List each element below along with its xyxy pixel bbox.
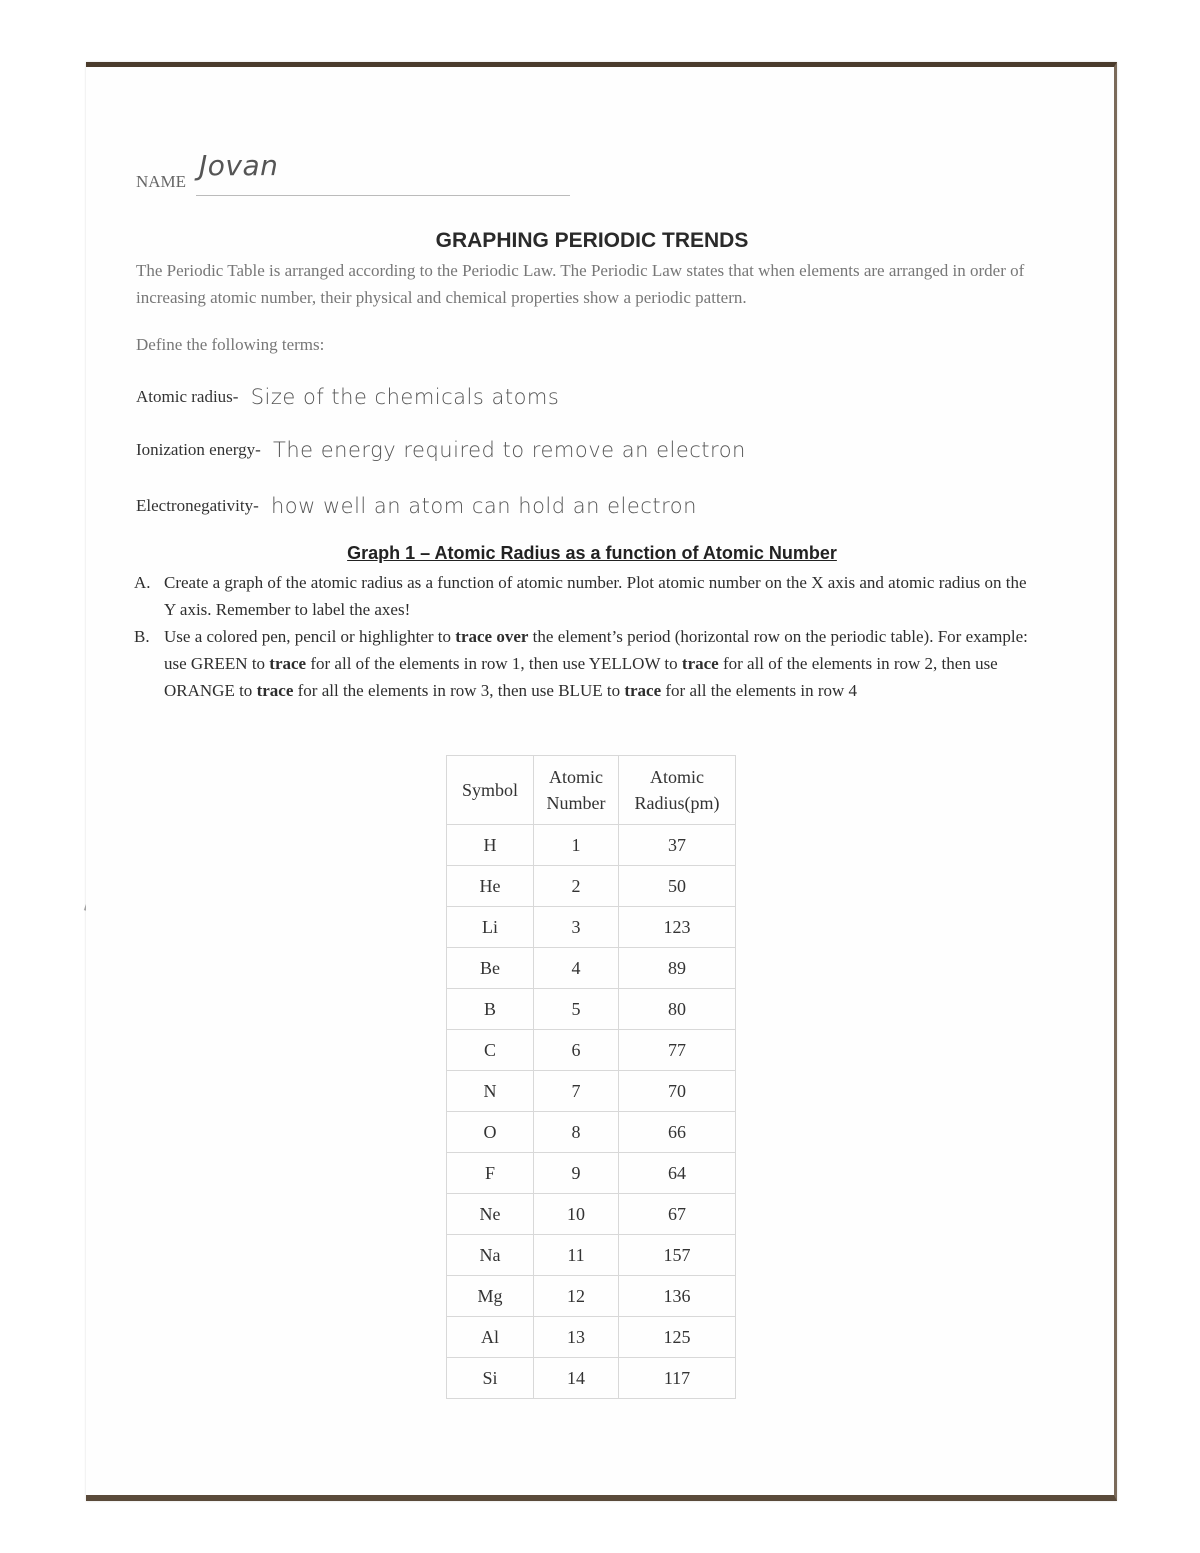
cell-atomic-number: 5 [534,989,619,1030]
page-title: GRAPHING PERIODIC TRENDS [435,229,749,252]
table-row [447,1153,736,1194]
term-ionization-energy [136,438,746,462]
cell-atomic-radius: 70 [619,1071,736,1112]
table-row [447,907,736,948]
table-row [447,825,736,866]
term-label: Ionization energy- [136,440,261,459]
table-row [447,1071,736,1112]
table-row [447,866,736,907]
instruction-marker: A. [134,573,151,592]
cell-atomic-number: 4 [534,948,619,989]
cell-symbol: H [447,825,534,866]
name-value: Jovan [199,149,279,182]
table-row [447,1317,736,1358]
cell-atomic-radius: 64 [619,1153,736,1194]
cell-atomic-number: 3 [534,907,619,948]
table-row [447,948,736,989]
cell-symbol: Al [447,1317,534,1358]
cell-atomic-number: 8 [534,1112,619,1153]
table-header-row [447,756,736,825]
table-row [447,1276,736,1317]
table-row [447,1030,736,1071]
graph-title: Graph 1 – Atomic Radius as a function of Atomic Number [347,543,837,563]
cell-atomic-radius: 67 [619,1194,736,1235]
table-row [447,989,736,1030]
cell-symbol: Be [447,948,534,989]
cell-atomic-radius: 117 [619,1358,736,1399]
worksheet-page [86,62,1117,1501]
cell-atomic-number: 2 [534,866,619,907]
term-label: Atomic radius- [136,387,239,406]
table-row [447,1235,736,1276]
cell-symbol: He [447,866,534,907]
term-atomic-radius [136,385,559,409]
cell-symbol: N [447,1071,534,1112]
cell-atomic-number: 14 [534,1358,619,1399]
term-answer: The energy required to remove an electron [273,438,746,462]
cell-atomic-radius: 125 [619,1317,736,1358]
cell-atomic-radius: 136 [619,1276,736,1317]
cell-symbol: Na [447,1235,534,1276]
header-atomic-radius: Atomic Radius(pm) [619,756,736,825]
cell-atomic-number: 11 [534,1235,619,1276]
cell-atomic-radius: 37 [619,825,736,866]
term-answer: how well an atom can hold an electron [270,494,697,518]
cell-atomic-number: 13 [534,1317,619,1358]
cell-symbol: C [447,1030,534,1071]
instruction-b [134,623,1039,704]
define-prompt: Define the following terms: [136,335,325,354]
table-row [447,1358,736,1399]
cell-symbol: Li [447,907,534,948]
table-row [447,1112,736,1153]
cell-atomic-radius: 80 [619,989,736,1030]
cell-symbol: F [447,1153,534,1194]
cell-symbol: Si [447,1358,534,1399]
term-label: Electronegativity- [136,496,259,515]
term-answer: Size of the chemicals atoms [250,385,560,409]
cell-atomic-number: 1 [534,825,619,866]
header-atomic-number: Atomic Number [534,756,619,825]
cell-symbol: Ne [447,1194,534,1235]
instruction-marker: B. [134,627,150,646]
cell-atomic-number: 7 [534,1071,619,1112]
header-symbol: Symbol [447,756,534,825]
cell-atomic-radius: 77 [619,1030,736,1071]
instruction-text: Create a graph of the atomic radius as a function of atomic number. Plot atomic number on the X axis and atomic radius on the Y axis. Remember to label the axes! [164,573,1027,619]
term-electronegativity [136,494,697,518]
cell-atomic-number: 10 [534,1194,619,1235]
cell-atomic-radius: 50 [619,866,736,907]
atomic-radius-table [446,755,736,1399]
cell-atomic-radius: 157 [619,1235,736,1276]
cell-atomic-radius: 66 [619,1112,736,1153]
table-row [447,1194,736,1235]
table-body [447,825,736,1399]
name-label: NAME [136,172,187,191]
cell-symbol: Mg [447,1276,534,1317]
cell-atomic-radius: 89 [619,948,736,989]
cell-atomic-radius: 123 [619,907,736,948]
cell-symbol: B [447,989,534,1030]
cell-symbol: O [447,1112,534,1153]
instruction-a [134,569,1039,623]
cell-atomic-number: 9 [534,1153,619,1194]
intro-paragraph: The Periodic Table is arranged according to the Periodic Law. The Periodic Law states that when elements are arranged in order of increasing atomic number, their physical and chemical properties show a periodic pattern. [136,261,1025,307]
instruction-text: Use a colored pen, pencil or highlighter to trace over the element’s period (horizontal row on the periodic table). For example: use GREEN to trace for all of the elements in row 1, then use YELLOW to trace for all of the elements in row 2, then use ORANGE to trace for all the elements in row 3, then use BLUE to trace for all the elements in row 4 [164,627,1028,700]
cell-atomic-number: 6 [534,1030,619,1071]
name-underline [196,195,570,196]
cell-atomic-number: 12 [534,1276,619,1317]
